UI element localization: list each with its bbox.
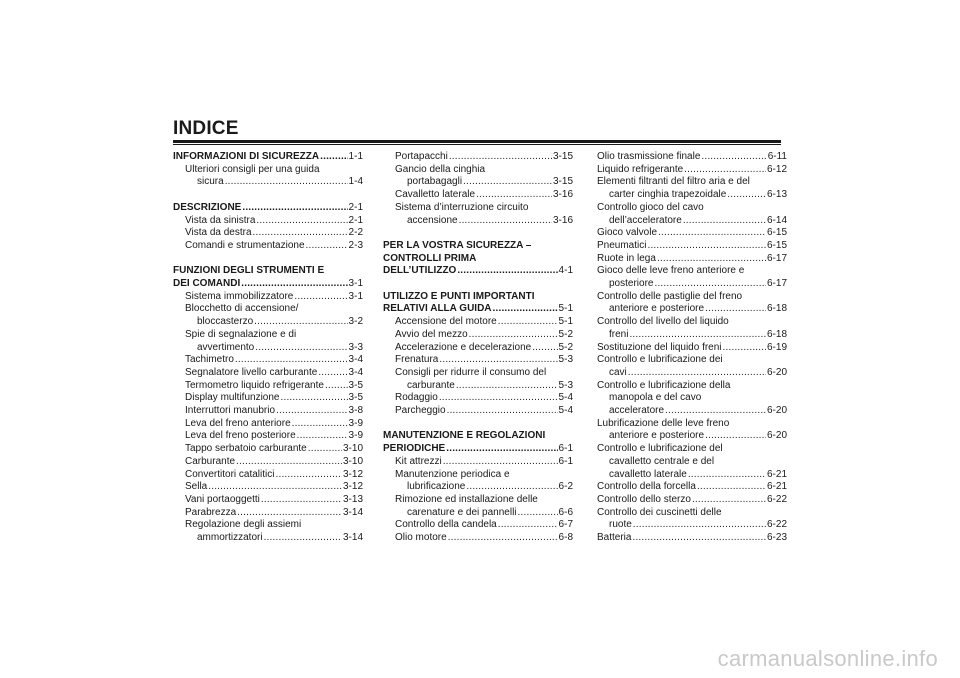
toc-spacer [173,189,363,202]
toc-dot-leader [208,481,342,494]
toc-entry[interactable] [383,189,573,202]
toc-entry[interactable] [597,151,787,164]
toc-dot-leader [256,215,347,228]
toc-section-heading[interactable] [383,265,573,278]
toc-page-number: 5-4 [558,392,573,404]
toc-entry-title: Ruote in lega [597,252,656,264]
toc-dot-leader [705,303,766,316]
toc-page-number: 6-20 [766,366,787,378]
toc-entry-title: acceleratore [609,405,665,417]
toc-entry-title: anteriore e posteriore [609,430,705,442]
toc-entry: Lubrificazione delle leve freno [597,417,730,429]
toc-dot-leader [456,380,558,393]
toc-dot-leader [632,532,766,545]
toc-entry-title: Carburante [185,455,236,467]
toc-dot-leader [658,227,766,240]
toc-dot-leader [446,443,557,456]
toc-entry: Controllo e lubrificazione del [597,443,723,455]
toc-entry[interactable] [383,532,573,545]
toc-entry[interactable] [597,329,787,342]
toc-page-number: 6-18 [766,328,787,340]
toc-dot-leader [688,469,766,482]
toc-page-number: 6-1 [558,443,573,455]
toc-page-number: 2-1 [348,201,363,213]
toc-dot-leader [439,392,558,405]
toc-dot-leader [255,342,347,355]
toc-entry-title: Interruttori manubrio [185,405,276,417]
toc-page-number: 3-5 [348,379,363,391]
toc-entry: Controllo gioco del cavo [597,201,704,213]
toc-dot-leader [684,164,766,177]
toc-dot-leader [629,329,766,342]
toc-page-number: 3-3 [348,341,363,353]
toc-dot-leader [683,215,766,228]
toc-entry[interactable] [173,405,363,418]
toc-dot-leader [518,507,558,520]
toc-page-number: 6-21 [766,468,787,480]
toc-page-number: 6-19 [766,341,787,353]
toc-page-number: 6-22 [766,493,787,505]
toc-page-number: 3-1 [348,290,363,302]
toc-dot-leader [253,227,348,240]
toc-page-number: 3-14 [342,532,363,544]
toc-entry[interactable] [597,278,787,291]
toc-entry-title: Controllo della candela [395,519,497,531]
toc-dot-leader [727,189,766,202]
toc-entry[interactable] [173,392,363,405]
toc-entry-title: Accelerazione e decelerazione [395,341,532,353]
toc-entry-title: Avvio del mezzo [395,328,468,340]
toc-dot-leader [254,316,347,329]
toc-page-number: 6-21 [766,481,787,493]
toc-entry-title: Batteria [597,532,632,544]
toc-entry-title: Liquido refrigerante [597,163,684,175]
toc-dot-leader [459,215,552,228]
toc-entry-title: Accensione del motore [395,316,497,328]
toc-spacer [383,418,573,431]
toc-page-number: 6-20 [766,430,787,442]
toc-page-number: 6-13 [766,189,787,201]
toc-page-number: 3-14 [342,506,363,518]
toc-page-number: 6-2 [558,481,573,493]
toc-entry[interactable] [597,532,787,545]
toc-entry: Controllo dei cuscinetti delle [597,506,722,518]
toc-dot-leader [292,418,348,431]
toc-entry: Sistema d’interruzione circuito [395,201,529,213]
toc-entry-title: Olio trasmissione finale [597,151,701,162]
toc-entry: Spie di segnalazione e di [185,328,297,340]
toc-page-number: 6-6 [558,506,573,518]
toc-entry[interactable] [173,342,363,355]
toc-dot-leader [498,316,558,329]
toc-entry[interactable] [597,164,787,177]
toc-page-number: 6-1 [558,455,573,467]
toc-entry-title: Controllo della forcella [597,481,696,493]
toc-dot-leader [532,342,557,355]
toc-entry[interactable] [383,215,573,228]
toc-dot-leader [443,456,558,469]
toc-entry-title: Olio motore [395,532,447,544]
toc-entry-title: Tappo serbatoio carburante [185,443,307,455]
toc-entry-title: cavi [609,366,627,378]
toc-entry-title: carburante [407,379,455,391]
toc-entry-title: Termometro liquido refrigerante [185,379,324,391]
toc-entry: Manutenzione periodica e [395,468,510,480]
toc-entry-title: Portapacchi [395,151,448,162]
toc-entry[interactable] [597,494,787,507]
toc-page-number: 3-10 [342,443,363,455]
toc-page-number: 5-2 [558,341,573,353]
toc-entry[interactable] [173,354,363,367]
toc-page-number: 6-7 [558,519,573,531]
toc-page-number: 5-1 [558,316,573,328]
toc-entry[interactable] [597,215,787,228]
toc-page-number: 3-8 [348,405,363,417]
toc-section-heading[interactable] [173,202,363,215]
toc-page-number: 6-11 [767,151,787,162]
toc-page-number: 3-10 [342,455,363,467]
toc-entry[interactable] [597,469,787,482]
toc-entry[interactable] [173,227,363,240]
toc-entry[interactable] [597,342,787,355]
toc-entry[interactable] [597,430,787,443]
toc-page-number: 5-2 [558,328,573,340]
toc-entry[interactable] [597,519,787,532]
toc-dot-leader [692,494,766,507]
toc-column-2 [383,151,573,545]
toc-entry-title: posteriore [609,278,654,290]
toc-entry[interactable] [173,456,363,469]
toc-entry: Ulteriori consigli per una guida [185,163,320,175]
toc-entry[interactable] [597,240,787,253]
toc-dot-leader [297,430,348,443]
toc-page-number: 5-1 [558,303,573,315]
toc-entry-title: Parcheggio [395,405,446,417]
toc-dot-leader [657,253,766,266]
toc-entry[interactable] [173,494,363,507]
toc-dot-leader [281,392,348,405]
toc-entry-title: INFORMAZIONI DI SICUREZZA [173,151,320,162]
toc-dot-leader [225,176,348,189]
toc-entry-title: Leva del freno posteriore [185,430,296,442]
toc-section-heading[interactable] [383,303,573,316]
title-rule [173,140,781,145]
toc-entry-title: dell’acceleratore [609,214,682,226]
toc-entry-title: carenature e dei pannelli [407,506,517,518]
toc-dot-leader [447,405,558,418]
toc-page-number: 6-23 [766,532,787,544]
toc-page-number: 3-4 [348,366,363,378]
toc-entry[interactable] [383,176,573,189]
toc-entry-title: DELL’UTILIZZO [383,265,457,277]
toc-page-number: 5-3 [558,354,573,366]
toc-entry: Elementi filtranti del filtro aria e del [597,176,750,188]
toc-entry[interactable] [173,443,363,456]
toc-page-number: 3-13 [342,493,363,505]
toc-column-1 [173,151,363,545]
toc-entry-title: Sostituzione del liquido freni [597,341,722,353]
toc-section-heading[interactable] [383,443,573,456]
toc-dot-leader [275,469,342,482]
toc-page-number: 3-12 [342,468,363,480]
toc-entry: Blocchetto di accensione/ [185,303,299,315]
toc-entry-title: carter cinghia trapezoidale [609,189,727,201]
toc-entry-title: Comandi e strumentazione [185,239,305,251]
watermark: carmanualsonline.info [717,646,938,671]
toc-spacer [173,253,363,266]
toc-entry[interactable] [383,329,573,342]
toc-dot-leader [701,151,766,164]
toc-dot-leader [665,405,766,418]
toc-entry-title: accensione [407,214,458,226]
toc-dot-leader [457,265,557,278]
toc-entry: Controllo del livello del liquido [597,316,729,328]
toc-entry[interactable] [173,316,363,329]
toc-entry-title: Leva del freno anteriore [185,417,291,429]
toc-section-heading: UTILIZZO E PUNTI IMPORTANTI [383,290,535,302]
toc-page-number: 3-15 [552,176,573,188]
toc-page-number: 3-9 [348,430,363,442]
toc-dot-leader [242,202,347,215]
toc-page-number: 3-12 [342,481,363,493]
toc-entry: cavalletto centrale e del [609,455,715,467]
toc-entry-title: portabagagli [407,176,463,188]
toc-dot-leader [469,329,558,342]
toc-entry: manopola e del cavo [609,392,702,404]
toc-entry[interactable] [173,430,363,443]
toc-entry-title: Parabrezza [185,506,237,518]
toc-entry: Controllo delle pastiglie del freno [597,290,743,302]
toc-page-number: 6-15 [766,227,787,239]
toc-entry-title: Convertitori catalitici [185,468,275,480]
toc-column-3 [597,151,787,545]
toc-entry-title: Tachimetro [185,354,234,366]
toc-page-number: 6-17 [766,252,787,264]
toc-dot-leader [236,456,342,469]
toc-page-number: 3-5 [348,392,363,404]
toc-entry-title: PERIODICHE [383,443,446,455]
toc-spacer [383,227,573,240]
toc-entry-title: Cavalletto laterale [395,189,476,201]
toc-page-number: 1-1 [348,151,363,162]
toc-page-number: 6-17 [766,278,787,290]
toc-page-number: 1-4 [348,176,363,188]
toc-page-number: 3-2 [348,316,363,328]
toc-dot-leader [318,367,347,380]
toc-entry[interactable] [383,481,573,494]
toc-dot-leader [306,240,348,253]
toc-entry[interactable] [383,392,573,405]
toc-page-number: 2-3 [348,239,363,251]
toc-entry[interactable] [383,342,573,355]
toc-page-number: 6-12 [766,163,787,175]
toc-dot-leader [241,278,347,291]
toc-entry[interactable] [597,253,787,266]
toc-page-number: 6-22 [766,519,787,531]
toc-entry[interactable] [383,507,573,520]
toc-entry[interactable] [597,189,787,202]
toc-page-number: 3-15 [552,151,573,162]
toc-entry[interactable] [173,240,363,253]
toc-entry[interactable] [173,367,363,380]
toc-entry: Gancio della cinghia [395,163,486,175]
toc-entry[interactable] [597,367,787,380]
toc-entry[interactable] [597,481,787,494]
toc-page-number: 5-3 [558,379,573,391]
toc-entry: Regolazione degli assiemi [185,519,302,531]
toc-dot-leader [628,367,766,380]
toc-entry[interactable] [383,354,573,367]
toc-entry[interactable] [383,151,573,164]
toc-entry-title: avvertimento [197,341,255,353]
toc-dot-leader [654,278,766,291]
toc-entry[interactable] [173,380,363,393]
toc-dot-leader [264,532,342,545]
toc-entry-title: ammortizzatori [197,532,263,544]
toc-entry-title: DEI COMANDI [173,278,241,289]
toc-entry[interactable] [173,418,363,431]
toc-entry[interactable] [597,303,787,316]
toc-section-heading[interactable] [173,278,363,291]
toc-page-number: 6-8 [558,532,573,544]
toc-dot-leader [633,519,766,532]
toc-dot-leader [439,354,557,367]
toc-entry-title: Frenatura [395,354,439,366]
toc-page-number: 6-15 [766,239,787,251]
toc-entry-title: Segnalatore livello carburante [185,366,318,378]
toc-entry-title: Vani portaoggetti [185,493,260,505]
toc-page-number: 6-20 [766,405,787,417]
toc-entry[interactable] [597,405,787,418]
toc-entry[interactable] [383,405,573,418]
toc-dot-leader [320,151,347,164]
toc-dot-leader [705,430,766,443]
toc-entry-title: bloccasterzo [197,316,254,328]
toc-dot-leader [294,291,347,304]
toc-entry[interactable] [383,456,573,469]
toc-page-number: 2-2 [348,227,363,239]
toc-entry-title: Sistema immobilizzatore [185,290,294,302]
toc-entry-title: Sella [185,481,208,493]
toc-entry-title: freni [609,328,629,340]
toc-dot-leader [697,481,766,494]
toc-dot-leader [449,151,552,164]
toc-entry[interactable] [173,469,363,482]
toc-section-heading: CONTROLLI PRIMA [383,252,477,264]
toc-entry-title: Vista da sinistra [185,214,256,226]
toc-entry-title: DESCRIZIONE [173,201,242,213]
toc-entry[interactable] [173,481,363,494]
toc-entry-title: Pneumatici [597,239,647,251]
toc-dot-leader [493,303,558,316]
toc-page-number: 3-9 [348,417,363,429]
toc-entry[interactable] [383,316,573,329]
toc-page-number: 6-14 [766,214,787,226]
toc-dot-leader [466,481,557,494]
toc-entry-title: lubrificazione [407,481,466,493]
toc-section-heading: MANUTENZIONE E REGOLAZIONI [383,430,546,442]
toc-dot-leader [476,189,552,202]
toc-entry-title: Controllo dello sterzo [597,493,691,505]
toc-spacer [383,278,573,291]
toc-entry-title: Kit attrezzi [395,455,442,467]
toc-section-heading: FUNZIONI DEGLI STRUMENTI E [173,265,325,277]
toc-dot-leader [308,443,342,456]
toc-entry[interactable] [173,215,363,228]
page-title: INDICE [173,118,239,139]
toc-entry-title: Gioco valvole [597,227,658,239]
toc-entry[interactable] [173,291,363,304]
toc-dot-leader [235,354,348,367]
toc-entry: Controllo e lubrificazione dei [597,354,723,366]
toc-dot-leader [325,380,348,393]
toc-entry[interactable] [173,507,363,520]
toc-page-number: 4-1 [558,265,573,277]
toc-entry-title: anteriore e posteriore [609,303,705,315]
toc-entry[interactable] [383,380,573,393]
toc-dot-leader [498,519,558,532]
toc-section-heading[interactable] [173,151,363,164]
toc-page-number: 2-1 [348,214,363,226]
toc-entry-title: RELATIVI ALLA GUIDA [383,303,492,315]
toc-dot-leader [723,342,766,355]
toc-entry: Controllo e lubrificazione della [597,379,731,391]
toc-dot-leader [237,507,342,520]
toc-entry: Rimozione ed installazione delle [395,493,538,505]
toc-entry[interactable] [173,532,363,545]
toc-entry[interactable] [597,227,787,240]
toc-entry-title: sicura [197,176,224,188]
toc-page-number: 3-16 [552,189,573,201]
toc-page-number: 3-16 [552,214,573,226]
toc-section-heading: PER LA VOSTRA SICUREZZA – [383,239,532,251]
toc-dot-leader [276,405,348,418]
toc-entry-title: Display multifunzione [185,392,280,404]
toc-entry-title: cavalletto laterale [609,468,687,480]
toc-page-number: 5-4 [558,405,573,417]
toc-dot-leader [463,176,552,189]
toc-dot-leader [261,494,342,507]
toc-page-number: 3-1 [348,278,363,289]
toc-entry[interactable] [383,519,573,532]
toc-entry-title: ruote [609,519,632,531]
toc-entry: Consigli per ridurre il consumo del [395,366,547,378]
toc-page-number: 6-18 [766,303,787,315]
toc-entry-title: Rodaggio [395,392,438,404]
toc-entry[interactable] [173,176,363,189]
toc-dot-leader [448,532,558,545]
toc-page-number: 3-4 [348,354,363,366]
toc-entry-title: Vista da destra [185,227,252,239]
toc-entry: Gioco delle leve freno anteriore e [597,265,745,277]
toc-dot-leader [647,240,766,253]
